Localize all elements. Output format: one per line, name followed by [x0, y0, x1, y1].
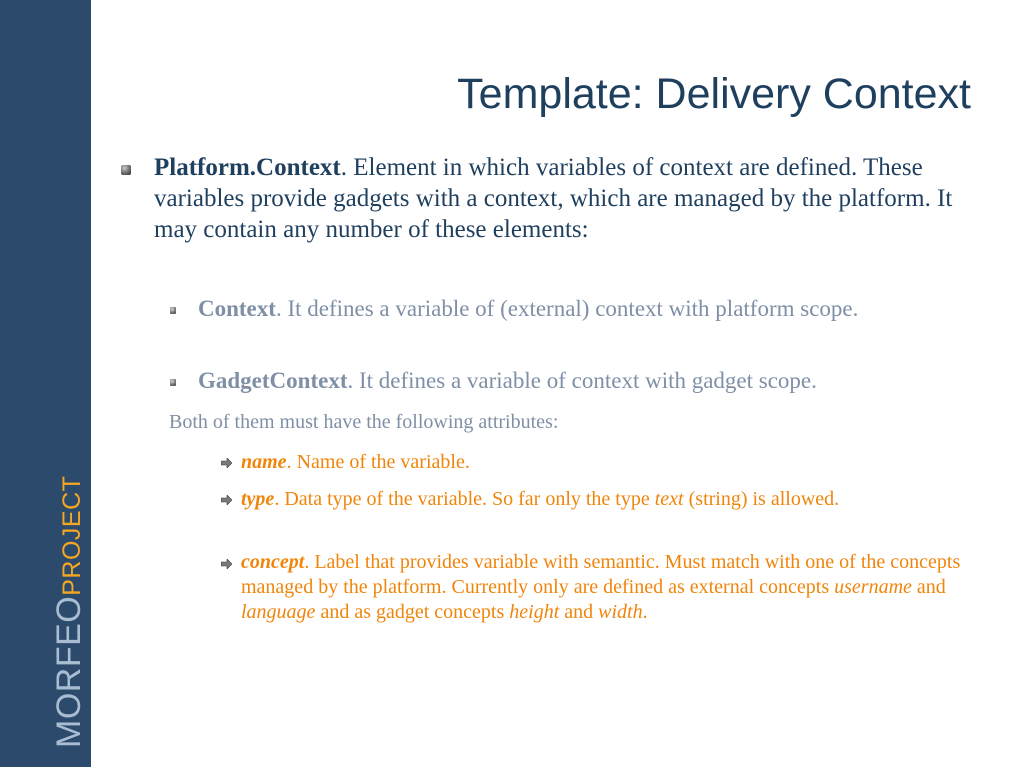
small-square-bullet-icon	[170, 379, 176, 386]
morfeo-project-logo	[52, 476, 86, 748]
attribute-concept-item	[241, 550, 981, 625]
attribute-type-em: text	[654, 488, 684, 510]
attribute-concept-term: concept	[241, 551, 305, 573]
attribute-type-text-1: . Data type of the variable. So far only the type	[274, 488, 655, 510]
arrow-bullet-icon	[221, 458, 232, 468]
context-term: Context	[198, 296, 276, 321]
context-item	[198, 294, 968, 324]
square-bullet-icon	[121, 165, 131, 175]
arrow-bullet-icon	[221, 559, 232, 569]
attribute-concept-text-5: .	[642, 601, 648, 623]
logo-morfeo-text: MORFEO	[50, 595, 88, 748]
gadget-context-term: GadgetContext	[198, 368, 348, 393]
arrow-bullet-icon	[221, 495, 232, 505]
attribute-name-term: name	[241, 451, 287, 473]
slide-title: Template: Delivery Context	[457, 70, 971, 118]
platform-context-text: . Element in which variables of context are defined. These variables provide gadgets with a context, which are managed by the platform. It may contain any number of these elements:	[154, 154, 953, 243]
attributes-intro: Both of them must have the following attributes:	[169, 411, 559, 433]
context-text: . It defines a variable of (external) context with platform scope.	[275, 296, 859, 321]
attribute-concept-em-2: language	[241, 601, 316, 623]
attribute-concept-em-3: height	[509, 601, 560, 623]
gadget-context-text: . It defines a variable of context with gadget scope.	[347, 368, 817, 393]
attribute-type-item	[241, 487, 941, 512]
platform-context-item	[154, 152, 994, 245]
attribute-concept-em-1: username	[834, 576, 912, 598]
attribute-concept-text-2: and	[911, 576, 946, 598]
small-square-bullet-icon	[170, 307, 176, 314]
attribute-concept-em-4: width	[598, 601, 643, 623]
attribute-concept-text-4: and	[559, 601, 599, 623]
platform-context-term: Platform.Context	[154, 154, 341, 181]
gadget-context-item	[198, 366, 988, 396]
attribute-type-term: type	[241, 488, 275, 510]
logo-project-text: PROJECT	[58, 475, 86, 596]
attribute-type-text-2: (string) is allowed.	[683, 488, 840, 510]
attribute-concept-text-3: and as gadget concepts	[315, 601, 510, 623]
attribute-name-text: . Name of the variable.	[286, 451, 470, 473]
attribute-concept-text-1: . Label that provides variable with semantic. Must match with one of the concepts managed by the platform. Currently only are defined as external concepts	[241, 551, 961, 598]
attribute-name-item	[241, 450, 961, 475]
